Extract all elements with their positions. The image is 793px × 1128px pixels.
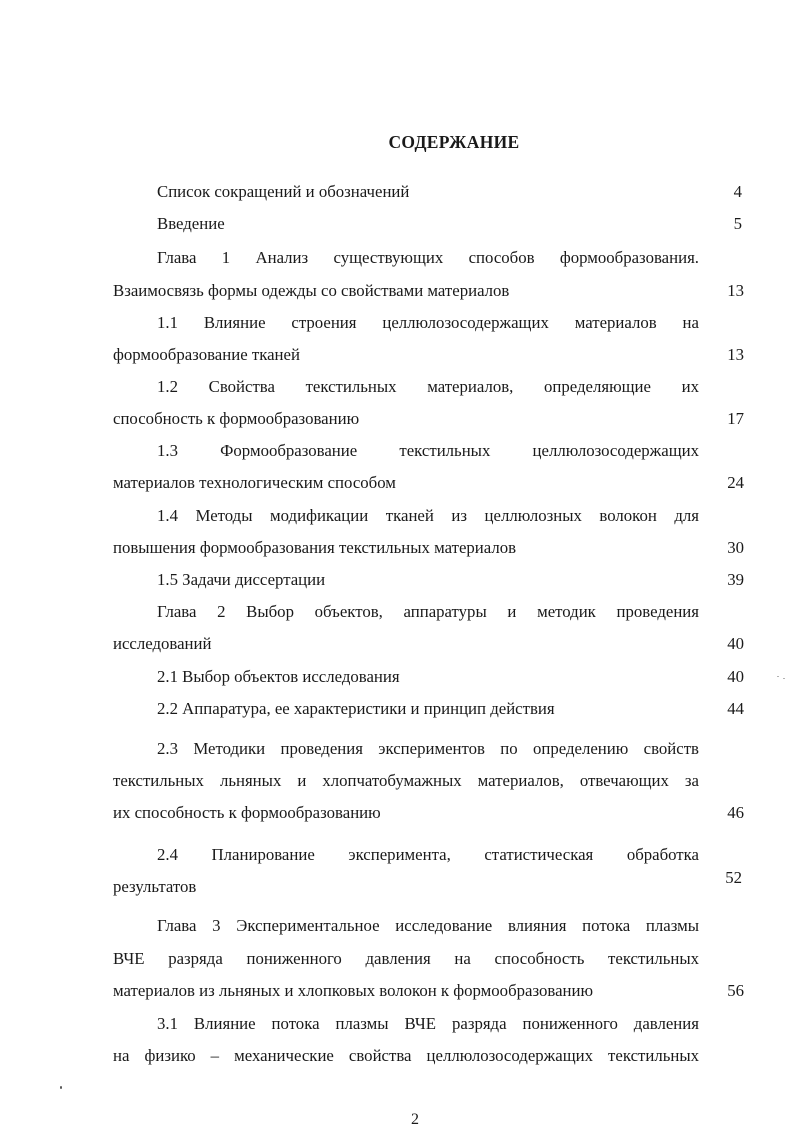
toc-page-number: 39 bbox=[727, 570, 744, 589]
toc-entry-text: текстильных льняных и хлопчатобумажных материалов, отвечающих за bbox=[113, 771, 699, 790]
toc-page-number: 40 bbox=[727, 634, 744, 653]
toc-entry-text: результатов bbox=[113, 877, 197, 896]
toc-page-number: 4 bbox=[733, 182, 742, 201]
toc-entry-text: Глава 1 Анализ существующих способов формообразования. bbox=[157, 248, 699, 267]
toc-entry-text: на физико – механические свойства целлюлозосодержащих текстильных bbox=[113, 1046, 699, 1065]
toc-page-number: 13 bbox=[727, 281, 744, 300]
toc-entry-text: 1.4 Методы модификации тканей из целлюлозных волокон для bbox=[157, 506, 699, 525]
toc-entry-text: исследований bbox=[113, 634, 212, 653]
toc-page-number: 17 bbox=[727, 409, 744, 428]
toc-entry-text: Введение bbox=[157, 214, 225, 233]
page-number: 2 bbox=[411, 1111, 419, 1128]
toc-page-number: 30 bbox=[727, 538, 744, 557]
toc-page-number: 40 bbox=[727, 667, 744, 686]
toc-page-number: 56 bbox=[727, 981, 744, 1000]
toc-page-number: 46 bbox=[727, 803, 744, 822]
toc-entry-text: Список сокращений и обозначений bbox=[157, 182, 410, 201]
toc-entry-text: Взаимосвязь формы одежды со свойствами материалов bbox=[113, 281, 510, 300]
toc-page-number: 13 bbox=[727, 345, 744, 364]
toc-entry-text: материалов технологическим способом bbox=[113, 473, 396, 492]
toc-entry-text: повышения формообразования текстильных материалов bbox=[113, 538, 517, 557]
toc-entry-text: 1.3 Формообразование текстильных целлюлозосодержащих bbox=[157, 441, 699, 460]
toc-entry-text: 1.2 Свойства текстильных материалов, определяющие их bbox=[157, 377, 699, 396]
toc-entry-text: 2.1 Выбор объектов исследования bbox=[157, 667, 400, 686]
toc-page-number: 52 bbox=[725, 868, 742, 887]
toc-entry-text: 3.1 Влияние потока плазмы ВЧЕ разряда пониженного давления bbox=[157, 1014, 699, 1033]
toc-entry-text: 2.4 Планирование эксперимента, статистическая обработка bbox=[157, 845, 699, 864]
toc-entry-text: их способность к формообразованию bbox=[113, 803, 381, 822]
toc-entry-text: 1.5 Задачи диссертации bbox=[157, 570, 326, 589]
toc-entry-text: Глава 2 Выбор объектов, аппаратуры и методик проведения bbox=[157, 602, 699, 621]
toc-entry-text: формообразование тканей bbox=[113, 345, 300, 364]
toc-page-number: 44 bbox=[727, 699, 744, 718]
toc-page-number: 24 bbox=[727, 473, 744, 492]
scan-speck bbox=[777, 676, 779, 677]
toc-entry-text: 1.1 Влияние строения целлюлозосодержащих материалов на bbox=[157, 313, 699, 332]
toc-entry-text: способность к формообразованию bbox=[113, 409, 360, 428]
page-title: СОДЕРЖАНИЕ bbox=[388, 132, 520, 152]
toc-entry-text: Глава 3 Экспериментальное исследование влияния потока плазмы bbox=[157, 916, 699, 935]
toc-entry-text: материалов из льняных и хлопковых волокон к формообразованию bbox=[113, 981, 594, 1000]
toc-entry-text: ВЧЕ разряда пониженного давления на способность текстильных bbox=[113, 949, 699, 968]
toc-entry-text: 2.2 Аппаратура, ее характеристики и принцип действия bbox=[157, 699, 555, 718]
scan-speck bbox=[783, 678, 785, 679]
toc-entry-text: 2.3 Методики проведения экспериментов по определению свойств bbox=[157, 739, 699, 758]
toc-page-number: 5 bbox=[733, 214, 742, 233]
scan-speck bbox=[60, 1086, 62, 1089]
